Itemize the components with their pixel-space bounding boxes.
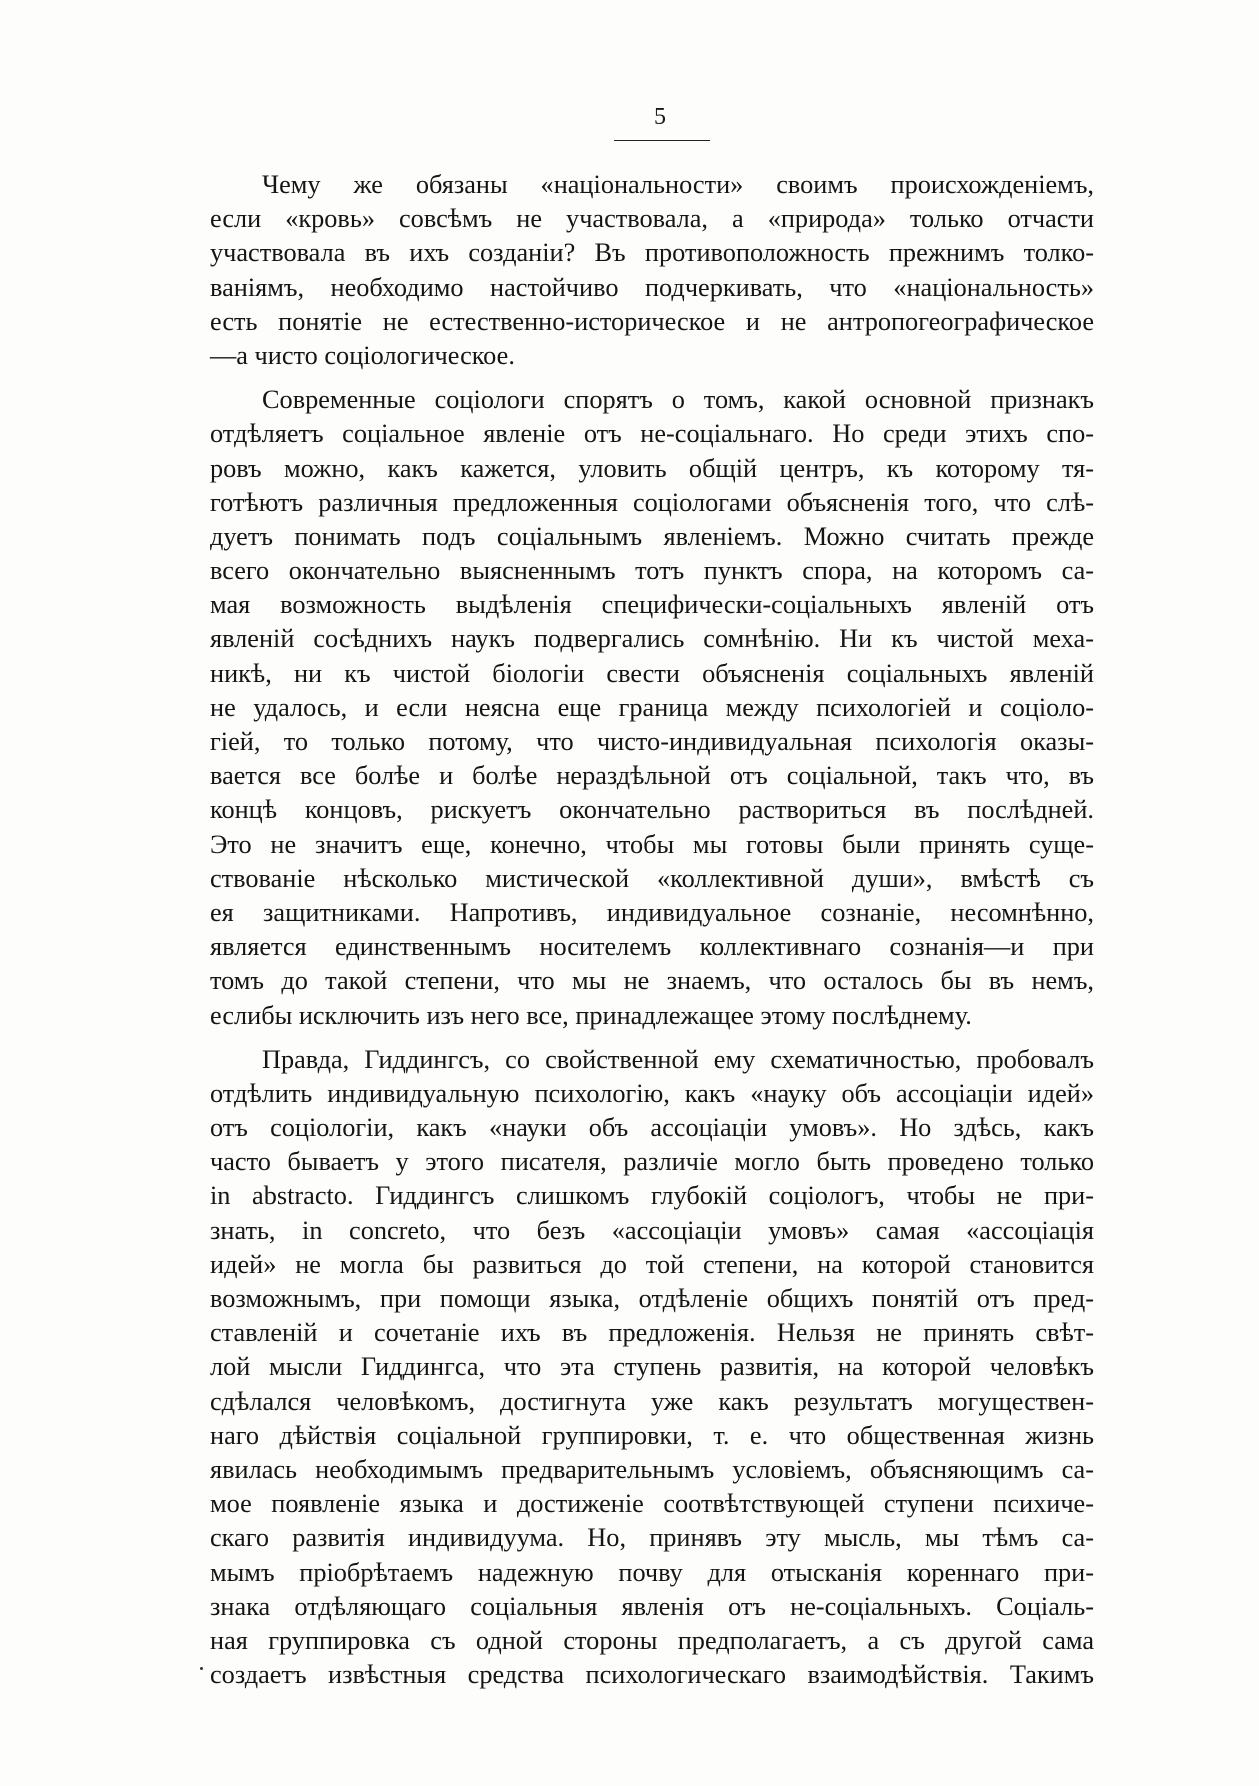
text-line: ея защитниками. Напротивъ, индивидуальное сознаніе, несомнѣнно, bbox=[210, 897, 1094, 927]
text-line: еслибы исключить изъ него все, принадлежащее этому послѣднему. bbox=[210, 1000, 972, 1030]
text-line: Чему же обязаны «національности» своимъ происхожденіемъ, bbox=[262, 170, 1094, 199]
text-line: концѣ концовъ, рискуетъ окончательно раствориться въ послѣдней. bbox=[210, 795, 1094, 825]
text-line: Это не значитъ еще, конечно, чтобы мы готовы были принять суще- bbox=[210, 829, 1094, 859]
text-line: наго дѣйствія соціальной группировки, т. е. что общественная жизнь bbox=[210, 1420, 1094, 1450]
print-speck bbox=[200, 1667, 203, 1670]
text-line: создаетъ извѣстныя средства психологическаго взаимодѣйствія. Такимъ bbox=[210, 1660, 1094, 1690]
text-line: не удалось, и если неясна еще граница между психологіей и соціоло- bbox=[210, 692, 1094, 722]
text-line: идей» не могла бы развиться до той степени, на которой становится bbox=[210, 1249, 1094, 1279]
text-line: —а чисто соціологическое. bbox=[210, 340, 515, 370]
text-line: есть понятіе не естественно-историческое и не антропогеографическое bbox=[210, 306, 1094, 336]
text-line: является единственнымъ носителемъ коллективнаго сознанія—и при bbox=[210, 932, 1094, 962]
text-line: готѣютъ различныя предложенныя соціологами объясненія того, что слѣ- bbox=[210, 487, 1094, 517]
paragraph-2 bbox=[210, 383, 1094, 1033]
text-line: in abstracto. Гиддингсъ слишкомъ глубокій соціологъ, чтобы не при- bbox=[210, 1181, 1094, 1211]
text-line: отдѣляетъ соціальное явленіе отъ не-соціальнаго. Но среди этихъ спо- bbox=[210, 419, 1094, 449]
text-line: ная группировка съ одной стороны предполагаетъ, а съ другой сама bbox=[210, 1625, 1094, 1655]
text-line: мое появленіе языка и достиженіе соотвѣтствующей ступени психиче- bbox=[210, 1489, 1094, 1519]
text-line: мымъ пріобрѣтаемъ надежную почву для отысканія кореннаго при- bbox=[210, 1557, 1094, 1587]
text-line: ствованіе нѣсколько мистической «коллективной души», вмѣстѣ съ bbox=[210, 863, 1094, 893]
text-line: лой мысли Гиддингса, что эта ступень развитія, на которой человѣкъ bbox=[210, 1352, 1094, 1382]
text-line: если «кровь» совсѣмъ не участвовала, а «природа» только отчасти bbox=[210, 204, 1094, 234]
text-line: часто бываетъ у этого писателя, различіе могло быть проведено только bbox=[210, 1147, 1094, 1177]
text-line: никѣ, ни къ чистой біологіи свести объясненія соціальныхъ явленій bbox=[210, 658, 1094, 688]
text-line: ставленій и сочетаніе ихъ въ предложенія. Нельзя не принять свѣт- bbox=[210, 1318, 1094, 1348]
text-line: вается все болѣе и болѣе нераздѣльной отъ соціальной, такъ что, въ bbox=[210, 761, 1094, 791]
paragraph-3 bbox=[210, 1043, 1094, 1693]
text-line: ровъ можно, какъ кажется, уловить общій центръ, къ которому тя- bbox=[210, 453, 1094, 483]
text-line: сдѣлался человѣкомъ, достигнута уже какъ результатъ могуществен- bbox=[210, 1386, 1094, 1416]
text-line: отъ соціологіи, какъ «науки объ ассоціаціи умовъ». Но здѣсь, какъ bbox=[210, 1113, 1094, 1143]
text-line: дуетъ понимать подъ соціальнымъ явленіемъ. Можно считать прежде bbox=[210, 521, 1094, 551]
text-line: Современные соціологи спорятъ о томъ, какой основной признакъ bbox=[262, 385, 1094, 415]
paragraph-1 bbox=[210, 168, 1094, 373]
text-line: явленій сосѣднихъ наукъ подвергались сомнѣнію. Ни къ чистой меха- bbox=[210, 624, 1094, 654]
text-line: ваніямъ, необходимо настойчиво подчеркивать, что «національность» bbox=[210, 272, 1094, 302]
text-line: явилась необходимымъ предварительнымъ условіемъ, объясняющимъ са- bbox=[210, 1454, 1094, 1484]
text-line: всего окончательно выясненнымъ тотъ пунктъ спора, на которомъ са- bbox=[210, 556, 1094, 586]
text-line: скаго развитія индивидуума. Но, принявъ эту мысль, мы тѣмъ са- bbox=[210, 1523, 1094, 1553]
text-line: участвовала въ ихъ созданіи? Въ противоположность прежнимъ толко- bbox=[210, 238, 1094, 268]
text-line: отдѣлить индивидуальную психологію, какъ «науку объ ассоціаціи идей» bbox=[210, 1078, 1094, 1108]
body-text bbox=[210, 168, 1094, 1692]
text-line: томъ до такой степени, что мы не знаемъ, что осталось бы въ немъ, bbox=[210, 966, 1094, 996]
text-line: знака отдѣляющаго соціальныя явленія отъ не-соціальныхъ. Соціаль- bbox=[210, 1591, 1094, 1621]
text-line: возможнымъ, при помощи языка, отдѣленіе общихъ понятій отъ пред- bbox=[210, 1284, 1094, 1313]
text-line: мая возможность выдѣленія специфически-соціальныхъ явленій отъ bbox=[210, 590, 1094, 620]
text-line: гіей, то только потому, что чисто-индивидуальная психологія оказы- bbox=[210, 727, 1094, 756]
header-rule bbox=[614, 140, 710, 141]
text-line: Правда, Гиддингсъ, со свойственной ему схематичностью, пробовалъ bbox=[262, 1044, 1094, 1074]
paragraph-gap bbox=[210, 373, 1094, 383]
paragraph-gap bbox=[210, 1033, 1094, 1043]
text-line: знать, in concreto, что безъ «ассоціаціи умовъ» самая «ассоціація bbox=[210, 1215, 1094, 1245]
page-number: 5 bbox=[654, 104, 666, 130]
